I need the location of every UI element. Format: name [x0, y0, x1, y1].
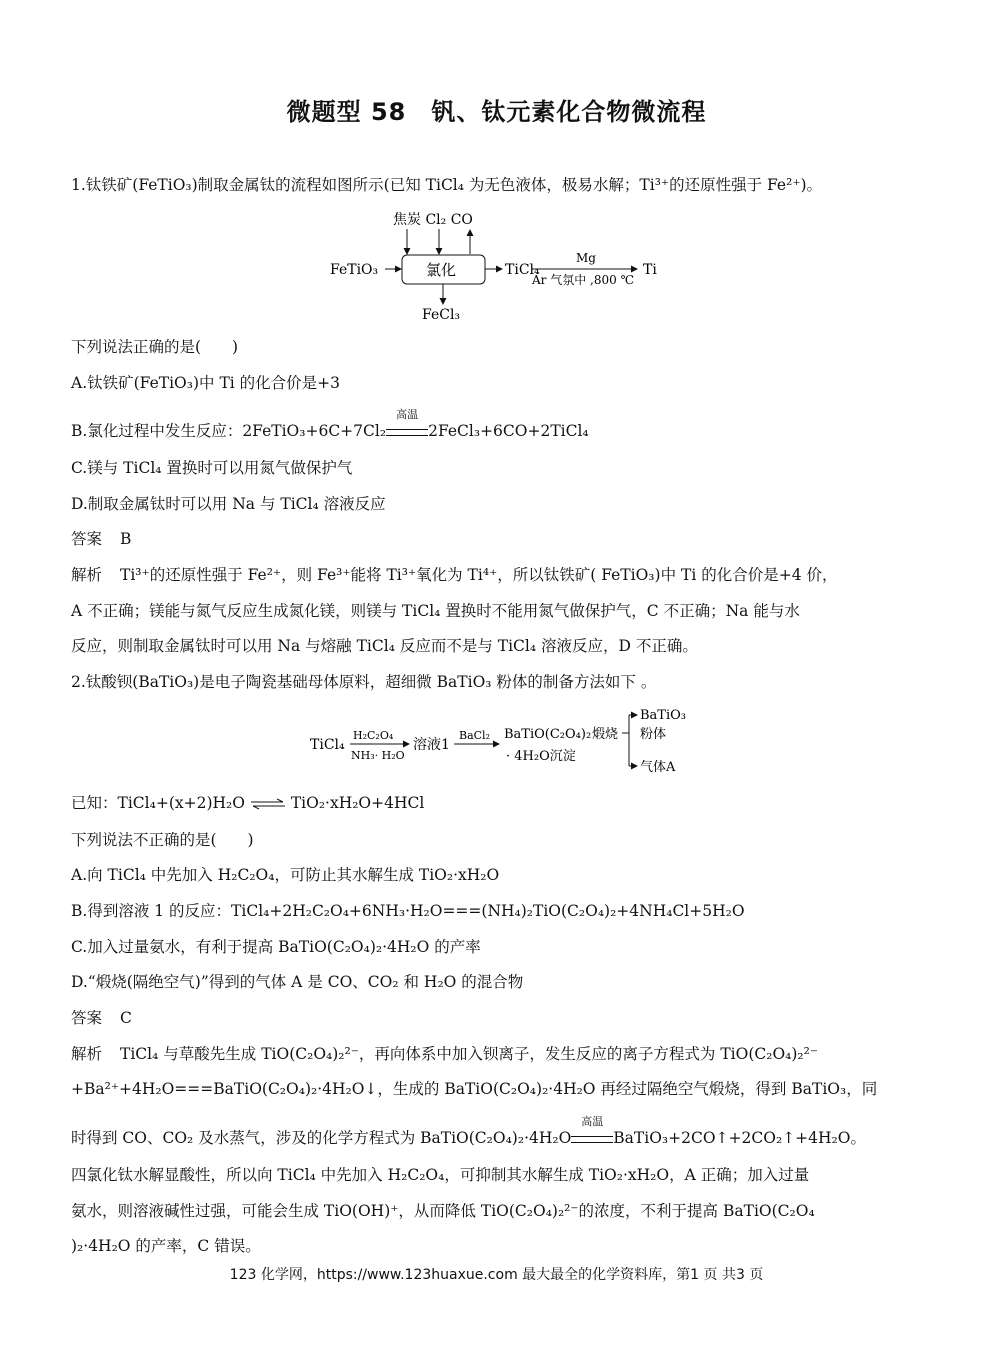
q1-b-left: B.氯化过程中发生反应：2FeTiO₃+6C+7Cl₂ — [71, 422, 387, 440]
flow2-solution: 溶液1 — [413, 737, 450, 753]
flow2-start: TiCl₄ — [310, 737, 345, 753]
flow1-box-label: 氯化 — [426, 261, 457, 279]
equation-sign — [386, 408, 428, 442]
q2-analysis-5: 氨水，则溶液碱性过强，可能会生成 TiO(OH)⁺，从而降低 TiO(C₂O₄)₂²⁻的浓度，不利于提高 BaTiO(C₂O₄ — [71, 1202, 815, 1220]
flow2-precipitate-1: BaTiO(C₂O₄)₂ — [504, 727, 592, 742]
equation-sign — [571, 1115, 613, 1149]
analysis-label: 解析 — [71, 1045, 103, 1063]
q1-option-c: C.镁与 TiCl₄ 置换时可以用氮气做保护气 — [71, 459, 353, 477]
q2-known — [71, 792, 424, 814]
flow2-product-1-line1: BaTiO₃ — [640, 708, 687, 723]
q1-b-right: 2FeCl₃+6CO+2TiCl₄ — [428, 422, 589, 440]
flow1-end: Ti — [643, 262, 657, 278]
page-title: 微题型 58 钒、钛元素化合物微流程 — [286, 98, 707, 126]
q2-analysis-4: 四氯化钛水解显酸性，所以向 TiCl₄ 中先加入 H₂C₂O₄，可抑制其水解生成 TiO₂·xH₂O，A 正确；加入过量 — [71, 1166, 810, 1184]
q1-stem: 1.钛铁矿(FeTiO₃)制取金属钛的流程如图所示(已知 TiCl₄ 为无色液体，极易水解；Ti³⁺的还原性强于 Fe²⁺)。 — [71, 176, 823, 194]
q1-b-condition: 高温 — [396, 408, 419, 421]
reversible-arrow-icon — [250, 798, 286, 810]
flow1-byproduct: FeCl₃ — [422, 307, 461, 323]
page-footer: 123 化学网，https://www.123huaxue.com 最大最全的化学资料库，第1 页 共3 页 — [229, 1267, 764, 1283]
q2-option-d: D.“煅烧(隔绝空气)”得到的气体 A 是 CO、CO₂ 和 H₂O 的混合物 — [71, 973, 524, 991]
q1-ask: 下列说法正确的是( ) — [71, 338, 239, 356]
q1-option-d: D.制取金属钛时可以用 Na 与 TiCl₄ 溶液反应 — [71, 495, 386, 513]
q2-analysis-2: +Ba²⁺+4H₂O===BaTiO(C₂O₄)₂·4H₂O↓，生成的 BaTiO(C₂O₄)₂·4H₂O 再经过隔绝空气煅烧，得到 BaTiO₃，同 — [71, 1080, 878, 1098]
flow1-mid: TiCl₄ — [505, 262, 540, 278]
flow2-arrow2-top: BaCl₂ — [459, 729, 490, 742]
q2-analysis-1 — [71, 1043, 818, 1065]
analysis-text: Ti³⁺的还原性强于 Fe²⁺，则 Fe³⁺能将 Ti³⁺氧化为 Ti⁴⁺，所以钛铁矿( FeTiO₃)中 Ti 的化合价是+4 价， — [120, 566, 838, 584]
q1-analysis-1 — [71, 564, 838, 586]
q2-analysis-3-left: 时得到 CO、CO₂ 及水蒸气，涉及的化学方程式为 BaTiO(C₂O₄)₂·4H₂O — [71, 1129, 572, 1147]
q2-known-right: TiO₂·xH₂O+4HCl — [290, 794, 425, 812]
flow1-inputs: 焦炭 Cl₂ CO — [393, 212, 473, 228]
q1-analysis-2: A 不正确；镁能与氮气反应生成氮化镁，则镁与 TiCl₄ 置换时不能用氮气做保护气，C 不正确；Na 能与水 — [71, 602, 800, 620]
answer-label: 答案 — [71, 530, 103, 548]
q2-analysis-condition: 高温 — [581, 1115, 604, 1128]
q1-answer — [71, 528, 131, 550]
q2-known-left: 已知：TiCl₄+(x+2)H₂O — [71, 794, 245, 812]
q2-analysis-3-right: BaTiO₃+2CO↑+2CO₂↑+4H₂O。 — [613, 1129, 866, 1147]
flow1-arrow-top: Mg — [576, 251, 596, 265]
q2-analysis-3 — [71, 1115, 866, 1149]
flow2-product-2: 气体A — [640, 760, 676, 775]
analysis-label: 解析 — [71, 566, 103, 584]
q2-answer — [71, 1007, 132, 1029]
flow2-product-1-line2: 粉体 — [640, 727, 667, 742]
q2-option-a: A.向 TiCl₄ 中先加入 H₂C₂O₄，可防止其水解生成 TiO₂·xH₂O — [71, 866, 500, 884]
q2-ask: 下列说法不正确的是( ) — [71, 831, 254, 849]
flow2-arrow1-top: H₂C₂O₄ — [353, 729, 394, 742]
flow2-precipitate-2: · 4H₂O沉淀 — [506, 749, 576, 764]
q2-stem: 2.钛酸钡(BaTiO₃)是电子陶瓷基础母体原料，超细微 BaTiO₃ 粉体的制备方法如下 。 — [71, 673, 657, 691]
answer-value: C — [120, 1009, 132, 1027]
q2-option-c: C.加入过量氨水，有利于提高 BaTiO(C₂O₄)₂·4H₂O 的产率 — [71, 938, 481, 956]
q1-option-b — [71, 408, 589, 442]
q1-flow-diagram — [325, 206, 675, 326]
flow2-calcination: 煅烧 — [592, 727, 619, 742]
q2-flow-diagram — [307, 704, 707, 782]
flow1-start: FeTiO₃ — [330, 262, 379, 278]
analysis-text: TiCl₄ 与草酸先生成 TiO(C₂O₄)₂²⁻，再向体系中加入钡离子，发生反应的离子方程式为 TiO(C₂O₄)₂²⁻ — [120, 1045, 819, 1063]
answer-label: 答案 — [71, 1009, 103, 1027]
answer-value: B — [120, 530, 132, 548]
flow2-arrow1-bottom: NH₃· H₂O — [351, 749, 405, 762]
flow1-arrow-bottom: Ar 气氛中 ,800 ℃ — [532, 273, 634, 287]
q1-option-a: A.钛铁矿(FeTiO₃)中 Ti 的化合价是+3 — [71, 374, 341, 392]
q2-analysis-6: )₂·4H₂O 的产率，C 错误。 — [71, 1237, 261, 1255]
q2-option-b: B.得到溶液 1 的反应：TiCl₄+2H₂C₂O₄+6NH₃·H₂O===(NH₄)₂TiO(C₂O₄)₂+4NH₄Cl+5H₂O — [71, 902, 745, 920]
q1-analysis-3: 反应，则制取金属钛时可以用 Na 与熔融 TiCl₄ 反应而不是与 TiCl₄ 溶液反应，D 不正确。 — [71, 637, 698, 655]
